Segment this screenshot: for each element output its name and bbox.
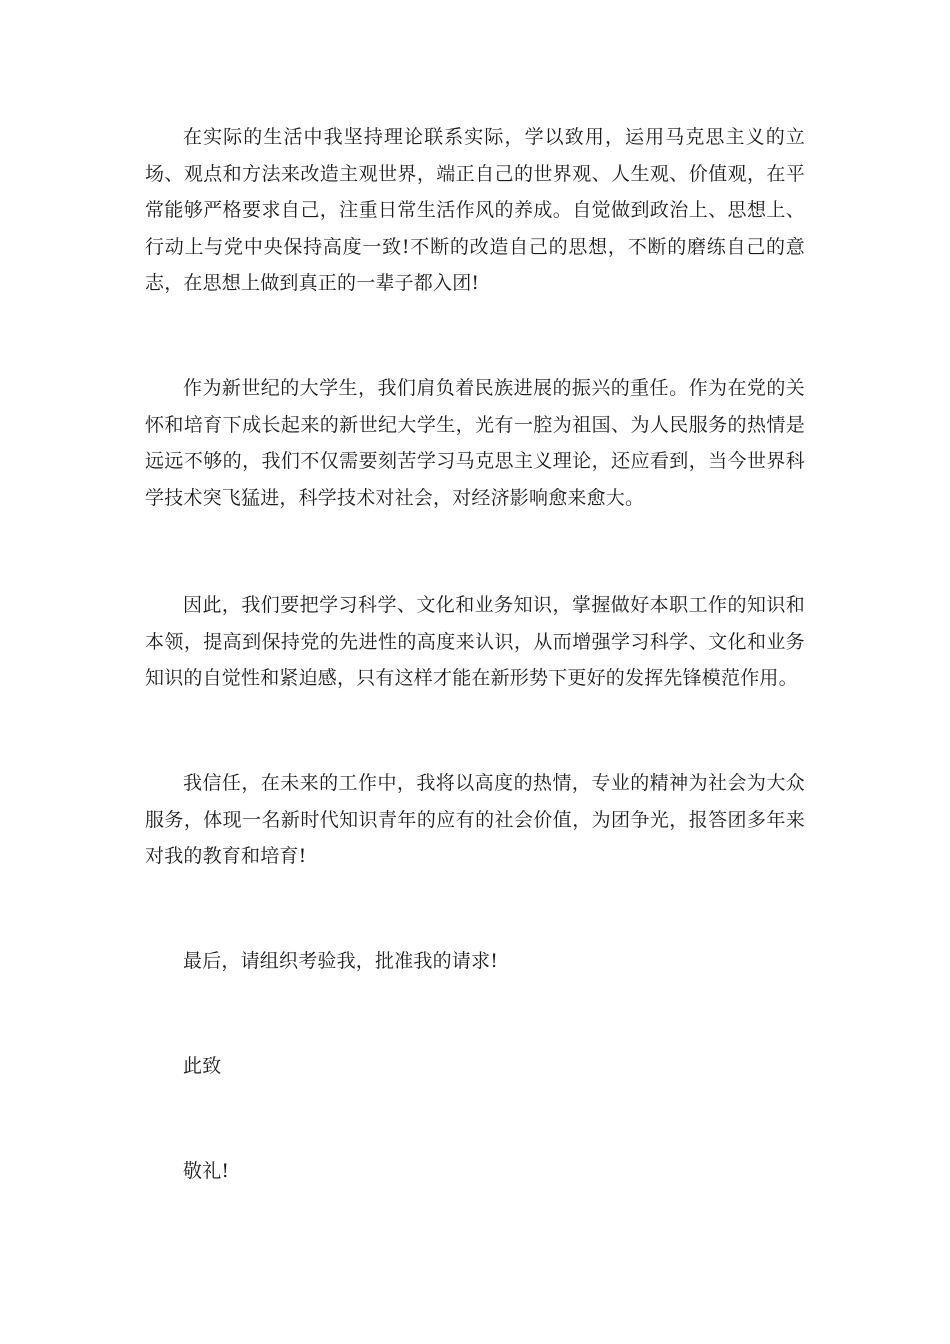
salutation-jingli: 敬礼!: [183, 1160, 230, 1182]
paragraph-new-century-student: 作为新世纪的大学生，我们肩负着民族进展的振兴的重任。作为在党的关怀和培育下成长起来的新世纪大学生，光有一腔为祖国、为人民服务的热情是远远不够的，我们不仅需要刻苦学习马克思主义理论，还应看到，当今世界科学技术突飞猛进，科学技术对社会，对经济影响愈来愈大。: [145, 377, 805, 509]
paragraph-theory-practice: 在实际的生活中我坚持理论联系实际，学以致用，运用马克思主义的立场、观点和方法来改造主观世界，端正自己的世界观、人生观、价值观，在平常能够严格要求自己，注重日常生活作风的养成。自觉做到政治上、思想上、行动上与党中央保持高度一致!不断的改造自己的思想，不断的磨练自己的意志，在思想上做到真正的一辈子都入团!: [145, 126, 805, 294]
salutation-cizhi: 此致: [183, 1055, 222, 1077]
paragraph-closing-request: 最后，请组织考验我，批准我的请求!: [183, 950, 499, 972]
paragraph-future-work: 我信任，在未来的工作中，我将以高度的热情，专业的精神为社会为大众服务，体现一名新时代知识青年的应有的社会价值，为团争光，报答团多年来对我的教育和培育!: [145, 772, 805, 867]
paragraph-study-knowledge: 因此，我们要把学习科学、文化和业务知识，掌握做好本职工作的知识和本领，提高到保持党的先进性的高度来认识，从而增强学习科学、文化和业务知识的自觉性和紧迫感，只有这样才能在新形势下更好的发挥先锋模范作用。: [145, 594, 805, 689]
